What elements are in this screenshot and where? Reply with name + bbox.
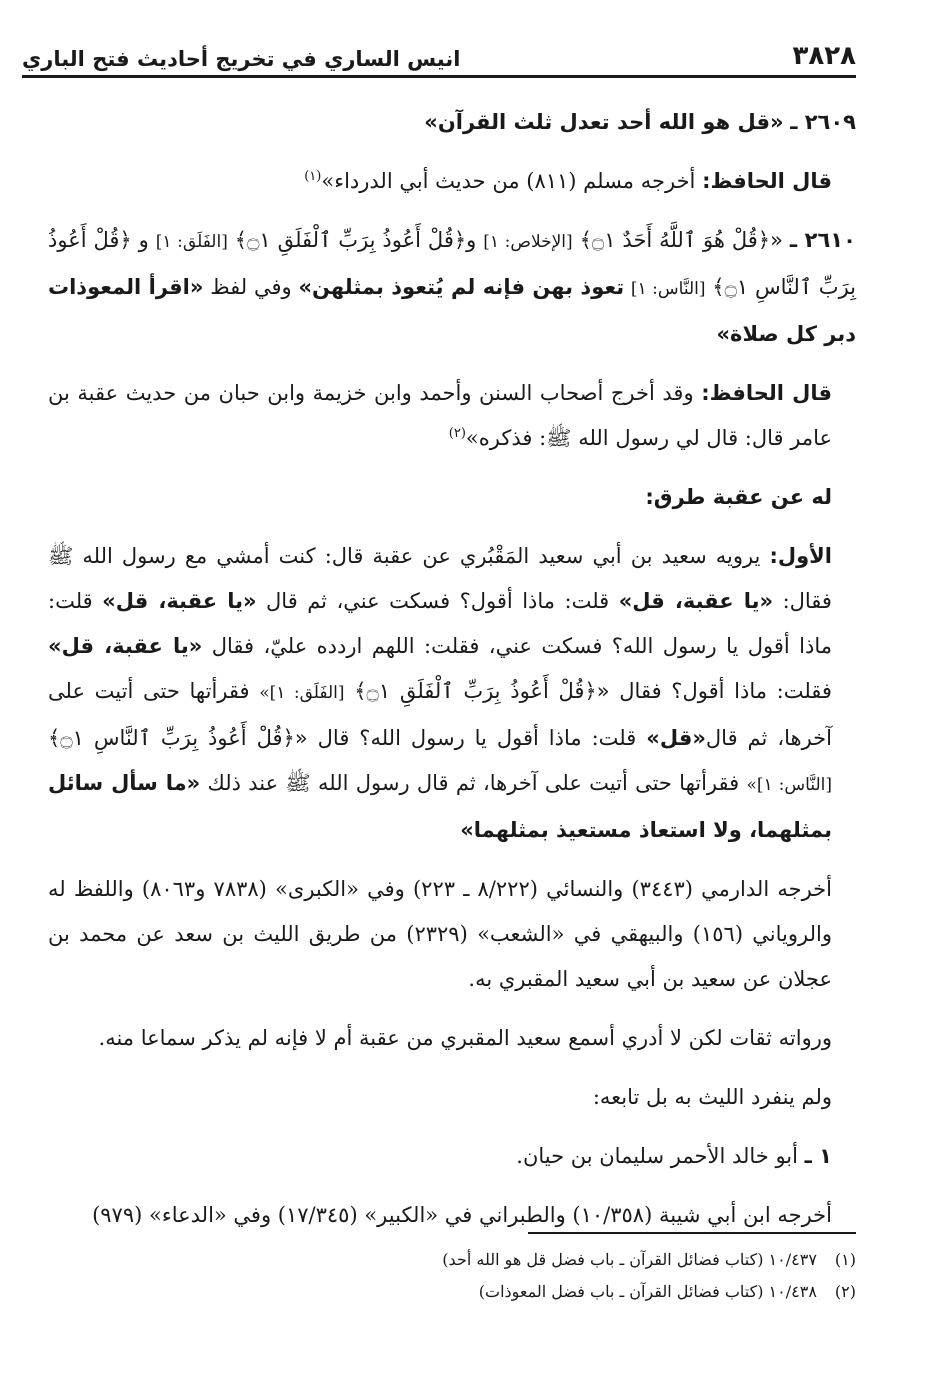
takhrij-paragraph: أخرجه الدارمي (٣٤٤٣) والنسائي (٨/٢٢٢ ـ ٢٢٣) وفي «الكبرى» (٧٨٣٨ و٨٠٦٣) واللفظ له والروياني (١٥٦) والبيهقي في «الشعب» (٢٣٢٩) من طريق الليث بن سعد عن محمد بن عجلان عن سعيد بن أبي سعيد المقبري به. [48, 877, 832, 991]
connector-text: وفي لفظ [210, 275, 292, 299]
narration-text: فقرأتها حتى أتيت على آخرها، ثم قال رسول الله ﷺ عند ذلك [207, 771, 740, 795]
verse-ref: [النَّاس: ١] [630, 279, 706, 299]
quoted-speech: «قل» [646, 726, 706, 750]
hadith-text: تعوذ بهن فإنه لم يُتعوذ بمثلهن» [298, 275, 625, 299]
footnote-divider [528, 1232, 856, 1234]
narrator-name: أبو خالد الأحمر سليمان بن حيان. [516, 1144, 798, 1168]
comment-text: أخرجه مسلم (٨١١) من حديث أبي الدرداء» [321, 169, 696, 193]
footnote-text: ١٠/٤٣٨ (كتاب فضائل القرآن ـ باب فضل المعوذات) [478, 1282, 817, 1301]
quran-verse: «﴿قُلْ أَعُوذُ بِرَبِّ ٱلْفَلَقِ ۝١﴾ [354, 679, 610, 703]
turuq-heading [48, 475, 856, 520]
quran-verse: «﴿قُلْ أَعُوذُ بِرَبِّ ٱلنَّاسِ ۝١﴾ [48, 726, 308, 750]
hadith-number: ٢٦١٠ ـ [789, 228, 856, 252]
hafiz-label: قال الحافظ: [702, 169, 832, 193]
footnote-key: (٢) [834, 1282, 856, 1301]
footnote-ref-1[interactable]: (١) [304, 169, 322, 184]
conjunction: و [466, 228, 477, 252]
mutabi-1 [48, 1134, 856, 1179]
narrators-assessment: ورواته ثقات لكن لا أدري أسمع سعيد المقبري من عقبة أم لا فإنه لم يذكر سماعا منه. [98, 1026, 832, 1050]
mutaba-intro: ولم ينفرد الليث به بل تابعه: [592, 1085, 832, 1109]
hafiz-comment-2610 [48, 371, 856, 461]
quoted-speech: «يا عقبة، قل» [102, 589, 257, 613]
running-title: انيس الساري في تخريج أحاديث فتح الباري [22, 47, 461, 71]
narration-text: فقلت: ماذا أقول؟ فقال [619, 679, 832, 703]
footnotes [300, 1244, 856, 1308]
footnote-ref-2[interactable]: (٢) [448, 426, 466, 441]
verse-ref: [الفَلَق: ١] [155, 232, 228, 252]
turuq-text: له عن عقبة طرق: [645, 485, 832, 509]
page-number: ٣٨٢٨ [792, 41, 856, 71]
verse-ref: [الإخلاص: ١] [483, 232, 573, 252]
hafiz-comment-2609 [48, 159, 856, 204]
quran-verse: «﴿قُلْ هُوَ ٱللَّهُ أَحَدٌ ۝١﴾ [579, 228, 783, 252]
quran-verse: ﴿قُلْ أَعُوذُ بِرَبِّ ٱلنَّاسِ ۝١﴾ [48, 228, 857, 299]
footnote-2 [300, 1276, 856, 1308]
narration-text: قلت: ماذا أقول يا رسول الله؟ فسكت عني، فقلت: اللهم اردده عليّ، فقال [48, 589, 832, 658]
quoted-speech: «ما سأل سائل بمثلهما، ولا استعاذ مستعيذ بمثلهما» [48, 771, 832, 842]
takhrij-paragraph-2: أخرجه ابن أبي شيبة (١٠/٣٥٨) والطبراني في «الكبير» (١٧/٣٤٥) وفي «الدعاء» (٩٧٩) [92, 1203, 832, 1227]
quoted-speech: «يا عقبة، قل» [48, 634, 203, 658]
verse-ref: [النَّاس: ١]» [746, 775, 832, 795]
narration-text: فقرأتها حتى أتيت على آخرها، ثم قال [48, 679, 832, 750]
hadith-2610-title [48, 218, 856, 357]
narration-text: يرويه سعيد بن أبي سعيد المَقْبُري عن عقبة قال: كنت أمشي مع رسول الله ﷺ فقال: [48, 544, 832, 613]
hadith-2609-title [48, 100, 856, 145]
footnote-1 [300, 1244, 856, 1276]
footnote-key: (١) [834, 1250, 856, 1269]
first-label: الأول: [769, 544, 832, 568]
page-header [22, 34, 856, 78]
footnote-text: ١٠/٤٣٧ (كتاب فضائل القرآن ـ باب فضل قل هو الله أحد) [442, 1250, 817, 1269]
hafiz-label: قال الحافظ: [701, 381, 832, 405]
comment-text: وقد أخرج أصحاب السنن وأحمد وابن خزيمة وابن حبان من حديث عقبة بن عامر قال: قال لي رسول الله ﷺ: فذكره» [48, 381, 832, 450]
hadith-number: ٢٦٠٩ ـ [790, 110, 856, 134]
quran-verse: ﴿قُلْ أَعُوذُ بِرَبِّ ٱلْفَلَقِ ۝١﴾ [234, 228, 467, 252]
narration-text: قلت: ماذا أقول؟ فسكت عني، ثم قال [266, 589, 610, 613]
quoted-speech: «يا عقبة، قل» [618, 589, 774, 613]
main-text [48, 100, 856, 1252]
conjunction: و [138, 228, 149, 252]
verse-ref: [الفَلَق: ١]» [259, 683, 345, 703]
narration-text: قلت: ماذا أقول يا رسول الله؟ قال [317, 726, 637, 750]
hadith-variant: «اقرأ المعوذات دبر كل صلاة» [48, 275, 856, 346]
first-route [48, 534, 856, 853]
item-number: ١ ـ [804, 1144, 832, 1168]
hadith-text: «قل هو الله أحد تعدل ثلث القرآن» [424, 110, 784, 134]
